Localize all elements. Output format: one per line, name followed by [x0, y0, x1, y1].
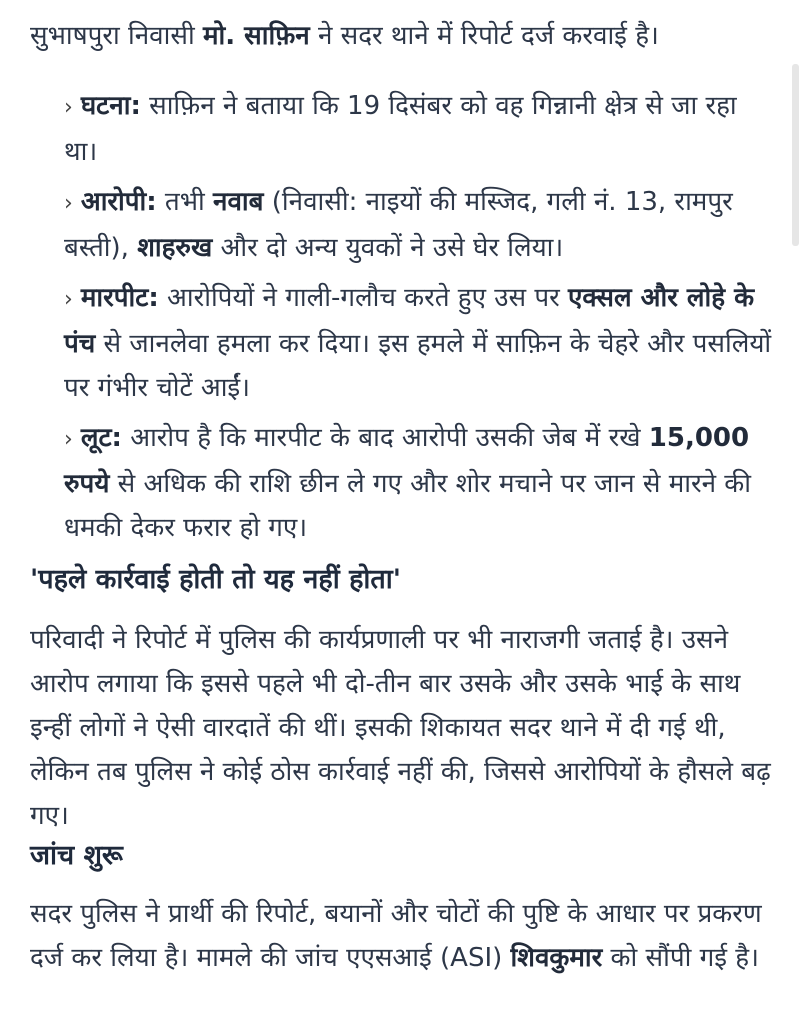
bullet-text: से अधिक की राशि छीन ले गए और शोर मचाने पर जान से मारने की धमकी देकर फरार हो गए।: [64, 469, 752, 543]
probe-text-end: को सौंपी गई है।: [602, 943, 759, 973]
probe-paragraph: [30, 892, 780, 980]
bullet-text: (निवासी: नाइयों की मस्जिद, गली नं. 13, रामपुर बस्ती),: [64, 187, 733, 263]
bullet-text: साफ़िन ने बताया कि 19 दिसंबर को वह गिन्नानी क्षेत्र से जा रहा था।: [64, 91, 737, 167]
bullet-text: से जानलेवा हमला कर दिया। इस हमले में साफ़िन के चेहरे और पसलियों पर गंभीर चोटें आईं।: [64, 329, 772, 403]
chevron-right-icon: ›: [64, 95, 73, 120]
bullet-text: तभी: [156, 187, 214, 217]
bullet-text: और दो अन्य युवकों ने उसे घेर लिया।: [212, 233, 564, 263]
loot-amount: 15,000 रुपये: [64, 423, 750, 499]
bullet-label: घटना:: [80, 91, 141, 121]
intro-paragraph: [30, 14, 659, 58]
bullet-text: आरोप है कि मारपीट के बाद आरोपी उसकी जेब में रखे: [121, 423, 649, 453]
bullet-label: लूट:: [80, 423, 122, 453]
section-heading-probe: जांच शुरू: [30, 840, 123, 871]
intro-text: सुभाषपुरा निवासी: [30, 21, 203, 51]
bullet-incident: [64, 84, 774, 174]
accused-name: शाहरुख: [137, 233, 213, 263]
probe-text: सदर पुलिस ने प्रार्थी की रिपोर्ट, बयानों और चोटों की पुष्टि के आधार पर प्रकरण दर्ज कर लिया है। मामले की जांच एएसआई (ASI): [30, 899, 762, 973]
officer-name: शिवकुमार: [510, 943, 603, 973]
weapons-text: एक्सल और लोहे के पंच: [64, 283, 755, 359]
section-heading-quote: 'पहले कार्रवाई होती तो यह नहीं होता': [30, 564, 402, 595]
chevron-right-icon: ›: [64, 191, 73, 216]
complainant-name: मो. साफ़िन: [202, 21, 310, 51]
bullet-assault: [64, 276, 774, 410]
police-criticism-paragraph: परिवादी ने रिपोर्ट में पुलिस की कार्यप्रणाली पर भी नाराजगी जताई है। उसने आरोप लगाया कि इससे पहले भी दो-तीन बार उसके और उसके भाई के साथ इन्हीं लोगों ने ऐसी वारदातें की थीं। इसकी शिकायत सदर थाने में दी गई थी, लेकिन तब पुलिस ने कोई ठोस कार्रवाई नहीं की, जिससे आरोपियों के हौसले बढ़ गए।: [30, 625, 771, 831]
accused-name: नवाब: [213, 187, 264, 217]
bullet-label: मारपीट:: [80, 283, 159, 313]
chevron-right-icon: ›: [64, 287, 73, 312]
bullet-label: आरोपी:: [80, 187, 157, 217]
bullet-text: आरोपियों ने गाली-गलौच करते हुए उस पर: [158, 283, 568, 313]
chevron-right-icon: ›: [64, 427, 73, 452]
scrollbar[interactable]: [792, 64, 799, 246]
intro-text-end: ने सदर थाने में रिपोर्ट दर्ज करवाई है।: [309, 21, 659, 51]
bullet-accused: [64, 180, 774, 270]
bullet-loot: [64, 416, 774, 550]
